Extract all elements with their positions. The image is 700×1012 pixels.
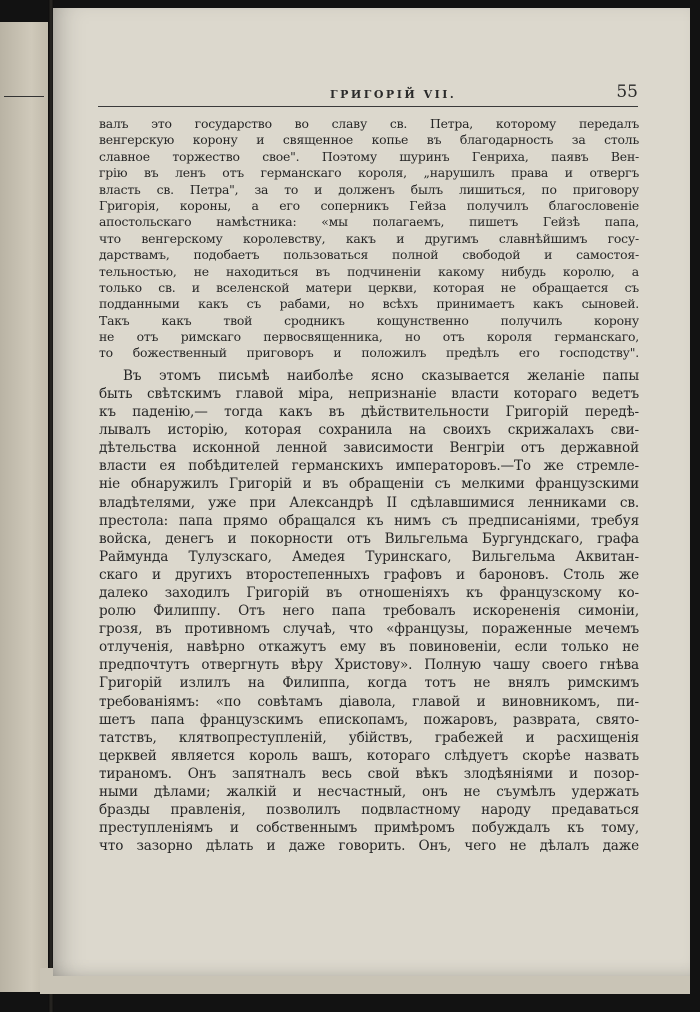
text-line: лывалъ исторію, которая сохранила на своихъ скрижалахъ сви- [99,422,639,439]
text-line: предпочтутъ отвергнуть вѣру Христову». Полную чашу своего гнѣва [99,657,639,674]
text-line: то божественный приговоръ и положилъ предѣлъ его господству". [99,345,639,361]
running-title: ГРИГОРІЙ VII. [330,88,457,101]
text-line: скаго и другихъ второстепенныхъ графовъ и бароновъ. Столь же [99,566,639,583]
text-line: только св. и вселенской матери церкви, которая не обращается съ [99,279,639,295]
text-line: бразды правленія, позволилъ подвластному народу предаваться [99,802,639,819]
text-line: подданными какъ съ рабами, но всѣхъ принимаетъ какъ сыновей. [99,296,639,312]
text-line: тельностью, не находиться въ подчиненіи какому нибудь королю, а [99,263,639,279]
page-number: 55 [616,82,638,102]
text-line: Раймунда Тулузскаго, Амедея Туринскаго, Вильгельма Аквитан- [99,548,639,565]
text-line: ролю Филиппу. Отъ него папа требовалъ искорененія симоніи, [99,603,639,620]
text-line: Такъ какъ твой сродникъ кощунственно получилъ корону [99,312,639,328]
text-line: тираномъ. Онъ запятналъ весь свой вѣкъ злодѣяніями и позор- [99,765,639,782]
text-line: дарствамъ, подобаетъ пользоваться полной свободой и самостоя- [99,247,639,263]
text-line: апостольскаго намѣстника: «мы полагаемъ, пишетъ Гейзѣ папа, [99,214,639,230]
text-line: Григорій излилъ на Филиппа, когда тотъ не внялъ римскимъ [99,675,639,692]
text-line: ными дѣлами; жалкій и несчастный, онъ не съумѣлъ удержать [99,784,639,801]
text-line: грозя, въ противномъ случаѣ, что «французы, пораженные мечемъ [99,621,639,638]
text-line: требованіямъ: «по совѣтамъ діавола, главой и виновникомъ, пи- [99,693,639,710]
text-line: что венгерскому королевству, какъ и другимъ славнѣйшимъ госу- [99,230,639,246]
text-line: владѣтелями, уже при Александрѣ II сдѣлавшимися ленниками св. [99,494,639,511]
text-line: грію въ ленъ отъ германскаго короля, „нарушилъ права и отвергъ [99,165,639,181]
main-paragraph [99,367,639,856]
text-line: не отъ римскаго первосвященника, но отъ короля германскаго, [99,329,639,345]
text-line: славное торжество свое". Поэтому шуринъ Генриха, паявъ Вен- [99,148,639,164]
text-line: войска, денегъ и покорности отъ Вильгельма Бургундскаго, графа [99,530,639,547]
text-line: престола: папа прямо обращался къ нимъ съ предписаніями, требуя [99,512,639,529]
facing-page-edge [0,22,52,992]
text-line: дѣтельства исконной ленной зависимости Венгріи отъ державной [99,440,639,457]
text-line: отлученія, навѣрно откажутъ ему въ повиновеніи, если только не [99,639,639,656]
text-line: власти ея побѣдителей германскихъ императоровъ.—То же стремле- [99,458,639,475]
text-line: валъ это государство во славу св. Петра, которому передалъ [99,116,639,131]
text-line: венгерскую корону и священное копье въ благодарность за столь [99,132,639,148]
text-line: быть свѣтскимъ главой міра, непризнаніе власти котораго ведетъ [99,385,639,402]
text-line: Въ этомъ письмѣ наиболѣе ясно сказывается желаніе папы [123,367,639,384]
text-line: ніе обнаружилъ Григорій и въ обращеніи съ мелкими французскими [99,476,639,493]
text-line: татствъ, клятвопреступленій, убійствъ, грабежей и расхищенія [99,729,639,746]
text-line: шетъ папа французскимъ епископамъ, пожаровъ, разврата, свято- [99,711,639,728]
text-line: церквей является король вашъ, котораго слѣдуетъ скорѣе назвать [99,747,639,764]
text-line: преступленіямъ и собственнымъ примѣромъ побуждалъ къ тому, [99,820,639,837]
page-header [98,78,638,107]
text-line: къ паденію,— тогда какъ въ дѣйствительности Григорій передѣ- [99,404,639,421]
book-page [53,8,690,976]
text-line: что зазорно дѣлать и даже говорить. Онъ, чего не дѣлалъ даже [99,838,639,855]
facing-page-rule [4,96,44,97]
text-line: далеко заходилъ Григорій въ отношеніяхъ къ французскому ко- [99,584,639,601]
text-line: власть св. Петра", за то и долженъ былъ лишиться, по приговору [99,181,639,197]
quotation-block [99,116,639,362]
body-text [99,116,639,855]
text-line: Григорія, короны, а его соперникъ Гейза получилъ благословеніе [99,197,639,213]
